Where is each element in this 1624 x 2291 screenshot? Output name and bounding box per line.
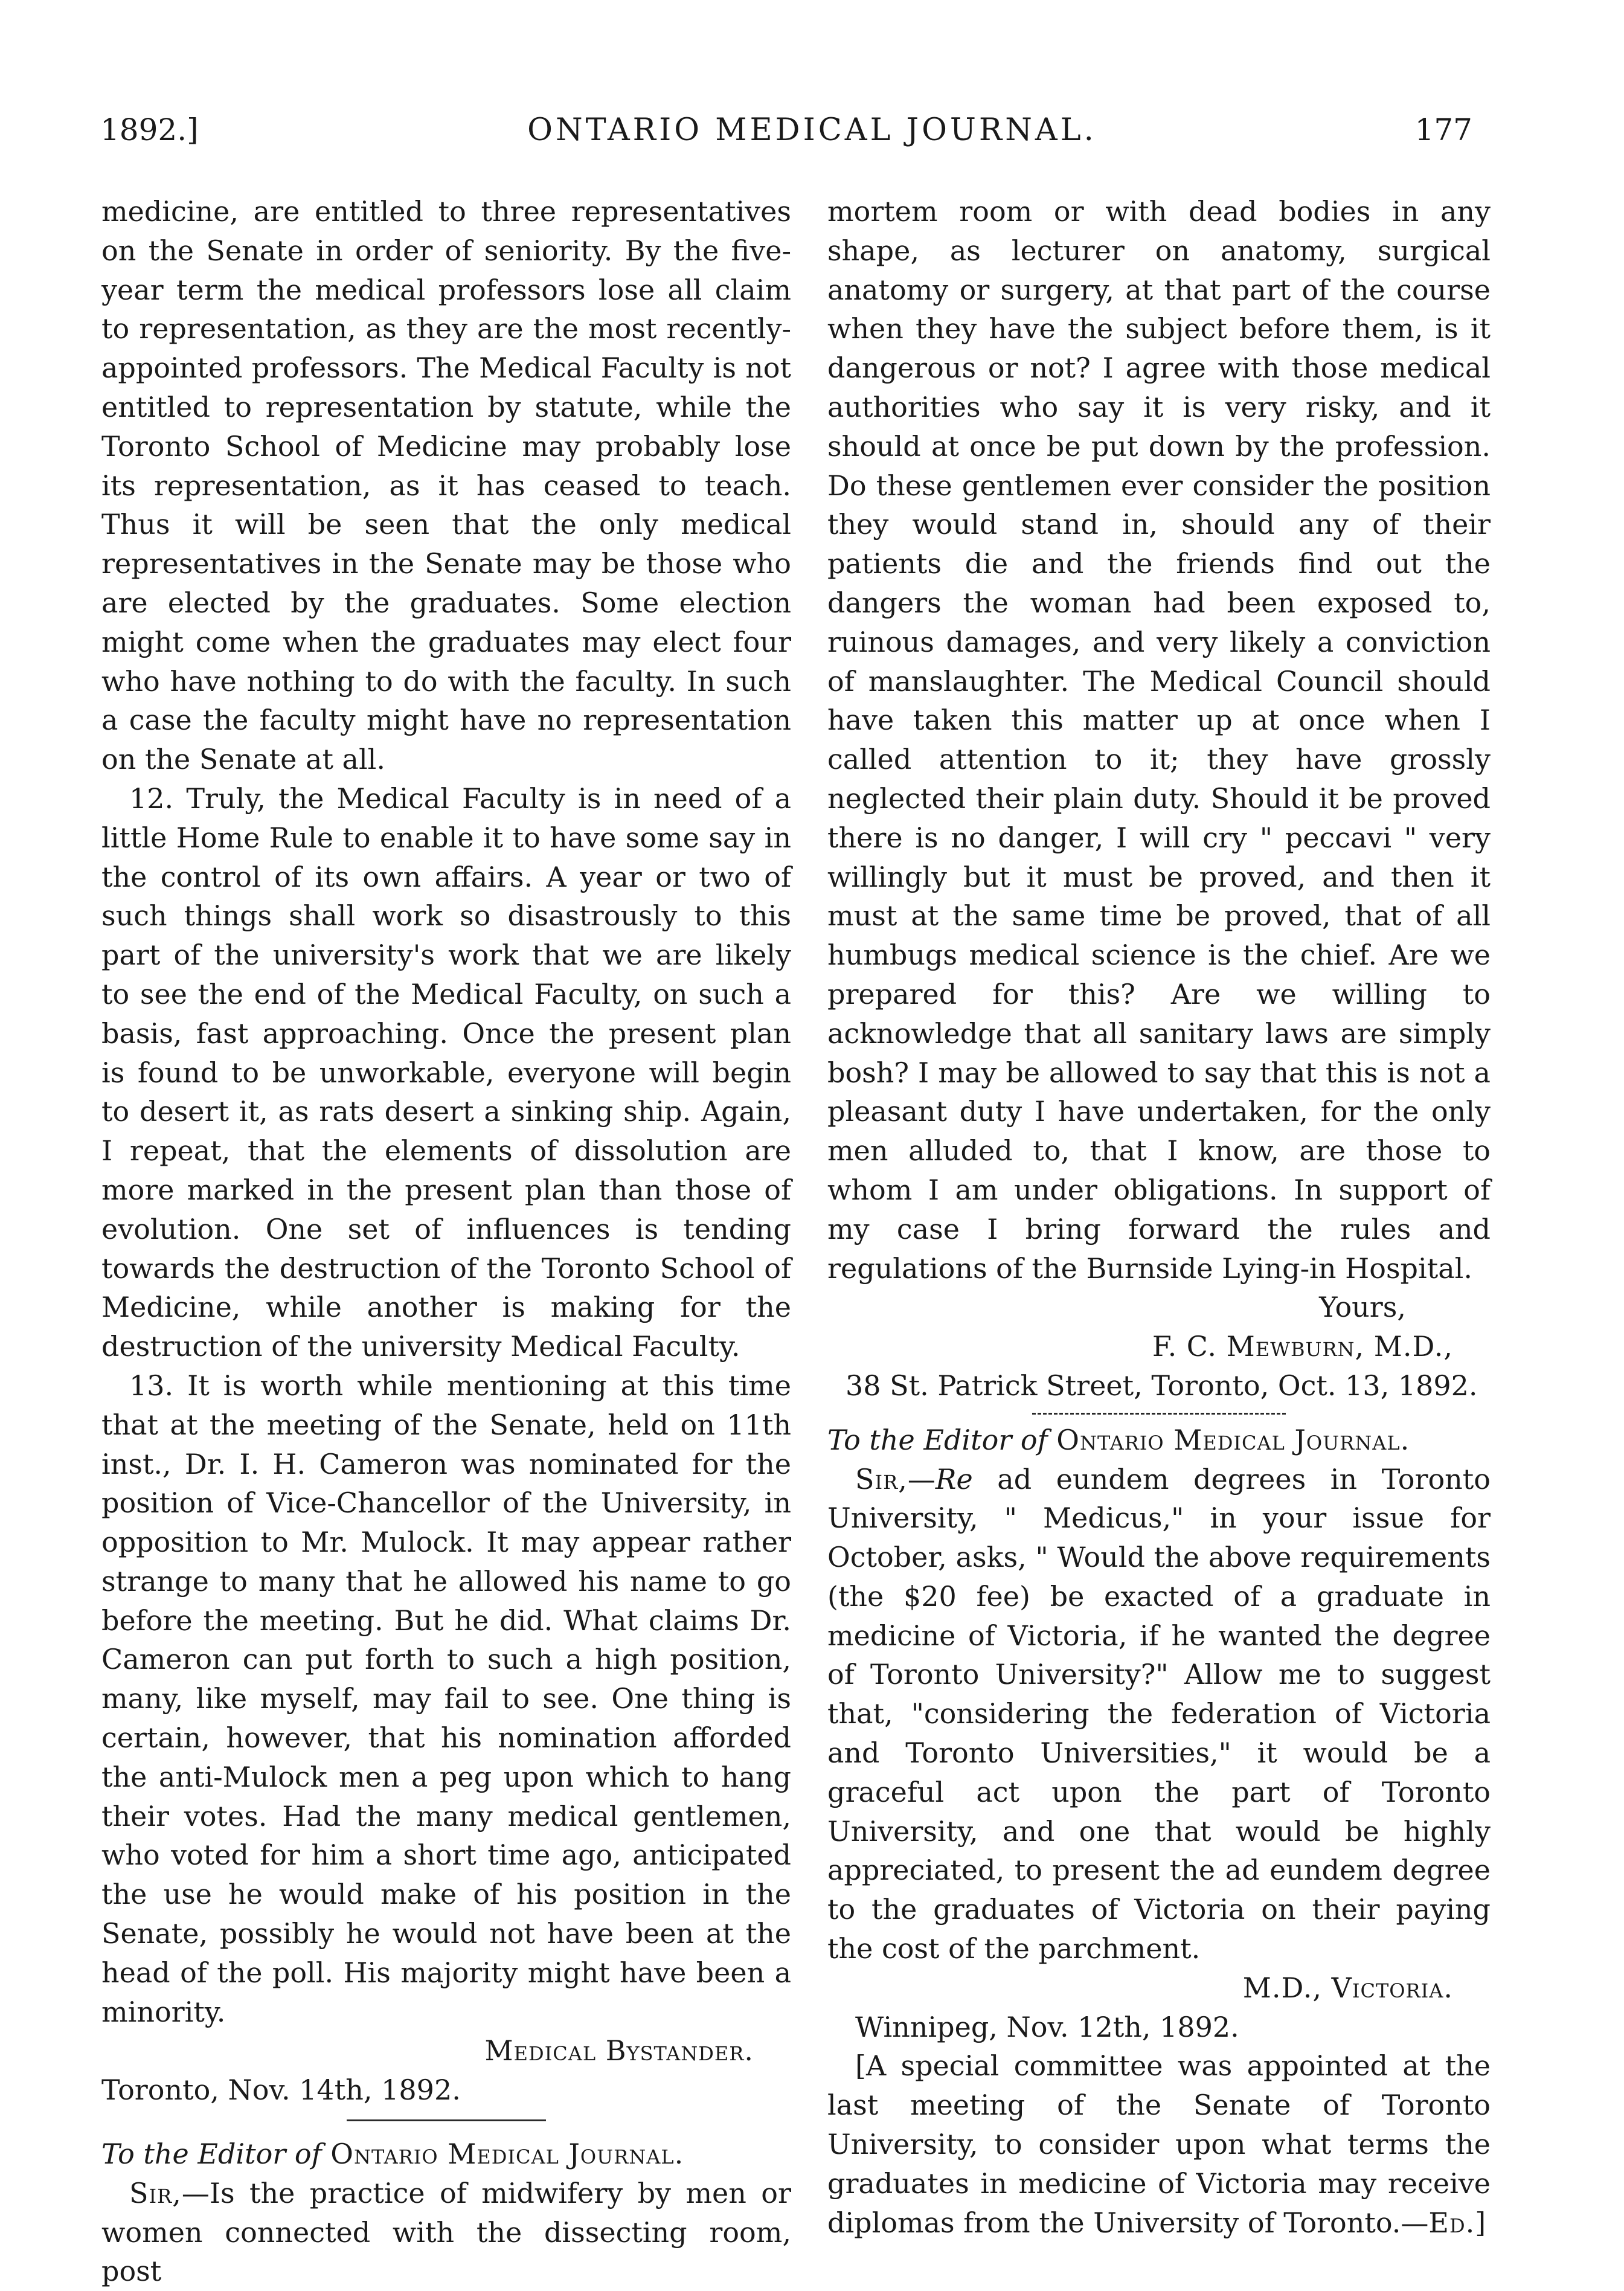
letter-salutation: Sir, [855,1462,908,1496]
letter-dash: — [907,1462,936,1496]
editor-note-signoff: Ed.] [1428,2206,1487,2239]
letter-opening-text: —Is the practice of midwifery by men or women connected with the dissecting room, post [101,2176,791,2288]
letter-opening [101,2174,791,2291]
section-divider-dashed [1032,1413,1286,1415]
section-divider [347,2119,546,2121]
letter-signature: M.D., Victoria. [1242,1971,1453,2004]
letter-heading-prefix: To the Editor of [101,2138,322,2171]
article-paragraph-continued: medicine, are entitled to three representatives on the Senate in order of seniority. By the five-year term the medical professors lose all claim to representation, as they are the most recently-appointed professors. The Medical Faculty is not entitled to representation by statute, while the Toronto School of Medicine may probably lose its representation, as it has ceased to teach. Thus it will be seen that the only medical representatives in the Senate may be those who are elected by the graduates. Some election might come when the graduates may elect four who have nothing to do with the faculty. In such a case the faculty might have no representation on the Senate at all. [101,195,791,776]
article-signature: Medical Bystander. [484,2034,754,2068]
letter-closing: Yours, [1319,1291,1406,1324]
page-number: 177 [1414,112,1472,147]
editor-note-text: [A special committee was appointed at the last meeting of the Senate of Toronto University, to consider upon what terms the graduates in medicine of Victoria may receive diplomas from the University of Toronto.— [827,2049,1491,2239]
letter-heading-journal: Ontario Medical Journal. [1056,1423,1410,1456]
letter-re: Re [935,1462,973,1496]
letter-heading [101,2135,791,2174]
letter-body-continued: mortem room or with dead bodies in any shape, as lecturer on anatomy, surgical anatomy or surgery, at that part of the course when they have the subject before them, is it dangerous or not? I agree with those medical authorities who say it is very risky, and it should at once be put down by the profession. Do these gentlemen ever consider the position they would stand in, should any of their patients die and the friends find out the dangers the woman had been exposed to, ruinous damages, and very likely a conviction of manslaughter. The Medical Council should have taken this matter up at once when I called attention to it; they have grossly neglected their plain duty. Should it be proved there is no danger, I will cry " peccavi " very willingly but it must be proved, and then it must at the same time be proved, that of all humbugs medical science is the chief. Are we prepared for this? Are we willing to acknowledge that all sanitary laws are simply bosh? I may be allowed to say that this is not a pleasant duty I have undertaken, for the only men alluded to, that I know, are those to whom I am under obligations. In support of my case I bring forward the rules and regulations of the Burnside Lying-in Hospital. [827,195,1491,1285]
header-year: 1892.] [100,112,199,147]
letter-address: 38 St. Patrick Street, Toronto, Oct. 13, 1892. [846,1369,1478,1402]
letter-heading-journal: Ontario Medical Journal. [330,2138,684,2171]
letter-body-text: ad eundem degrees in Toronto University, " Medicus," in your issue for October, asks, " Would the above requirements (the $20 fee) be exacted of a graduate in medicine of Victoria, if he wanted the degree of Toronto University?" Allow me to suggest that, "considering the federation of Victoria and Toronto Universities," it would be a graceful act upon the part of Toronto University, and one that would be highly appreciated, to present the ad eundem degree to the graduates of Victoria on their paying the cost of the parchment. [827,1462,1491,1965]
page-header [0,112,1624,161]
letter-salutation: Sir, [129,2176,182,2209]
article-dateline: Toronto, Nov. 14th, 1892. [101,2074,461,2107]
letter-heading-prefix: To the Editor of [827,1423,1048,1456]
letter-heading [827,1421,1491,1460]
letter-body [827,1460,1491,1968]
left-column [101,192,791,2291]
journal-title: ONTARIO MEDICAL JOURNAL. [527,112,1097,148]
letter-dateline: Winnipeg, Nov. 12th, 1892. [855,2010,1239,2043]
editor-note [827,2046,1491,2242]
article-paragraph-13: 13. It is worth while mentioning at this time that at the meeting of the Senate, held on 11th inst., Dr. I. H. Cameron was nominated for the position of Vice-Chancellor of the University, in opposition to Mr. Mulock. It may appear rather strange to many that he allowed his name to go before the meeting. But he did. What claims Dr. Cameron can put forth to such a high position, many, like myself, may fail to see. One thing is certain, however, that his nomination afforded the anti-Mulock men a peg upon which to hang their votes. Had the many medical gentlemen, who voted for him a short time ago, anticipated the use he would make of his position in the Senate, possibly he would not have been at the head of the poll. His majority might have been a minority. [101,1369,791,2028]
letter-signature: F. C. Mewburn, M.D., [1152,1330,1453,1363]
article-paragraph-12: 12. Truly, the Medical Faculty is in need of a little Home Rule to enable it to have some say in the control of its own affairs. A year or two of such things shall work so disastrously to this part of the university's work that we are likely to see the end of the Medical Faculty, on such a basis, fast approaching. Once the present plan is found to be unworkable, everyone will begin to desert it, as rats desert a sinking ship. Again, I repeat, that the elements of dissolution are more marked in the present plan than those of evolution. One set of influences is tending towards the destruction of the Toronto School of Medicine, while another is making for the destruction of the university Medical Faculty. [101,782,791,1363]
right-column [827,192,1491,2242]
